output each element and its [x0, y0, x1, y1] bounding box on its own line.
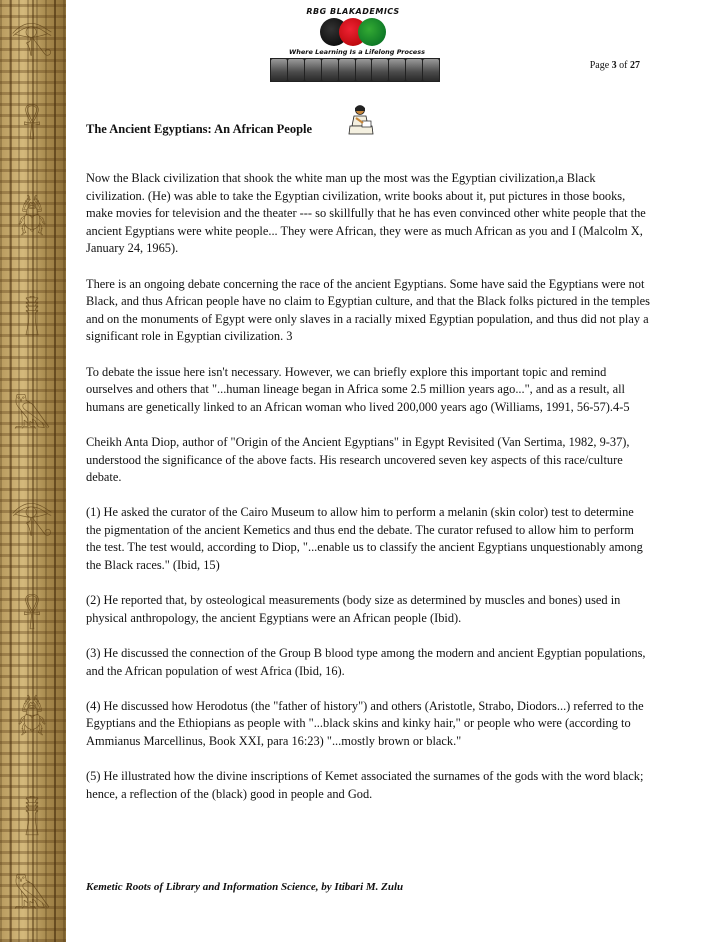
logo-tagline: Where Learning Is a Lifelong Process [289, 48, 425, 56]
page-total: 27 [630, 60, 640, 71]
paragraph: Cheikh Anta Diop, author of "Origin of the Ancient Egyptians" in Egypt Revisited (Van Sertima, 1982, 9-37), understood the significance of the above facts. His research uncovered seven key aspects of this race/culture debate. [86, 434, 630, 485]
page-footer: Kemetic Roots of Library and Information Science, by Itibari M. Zulu [86, 881, 404, 893]
logo-circles-icon [320, 18, 390, 48]
logo-title: RBG BLAKADEMICS [306, 7, 400, 16]
paragraph: (2) He reported that, by osteological measurements (body size as determined by muscles and bones) used in physical anthropology, the ancient Egyptians were an African people (Ibid). [86, 593, 621, 625]
paragraph: To debate the issue here isn't necessary. However, we can briefly explore this important topic and remind ourselves and others that "...human lineage began in Africa some 2.5 million years ago...", and as a result, all humans are genetically linked to an African woman who lived 200,000 years ago (Williams, 1991, 56-57).4-5 [86, 364, 630, 414]
page-label: Page [589, 60, 610, 71]
rbg-blakademics-logo [270, 4, 440, 82]
paragraph: (3) He discussed the connection of the Group B blood type among the modern and ancient Egyptian populations, and the African population of west Africa (Ibid, 16). [86, 646, 646, 678]
page-current: 3 [611, 60, 617, 71]
paragraph: (5) He illustrated how the divine inscriptions of Kemet associated the surnames of the gods with the word black; hence, a reflection of the (black) good in people and God. [86, 769, 644, 801]
page-title: The Ancient Egyptians: An African People [86, 122, 313, 136]
seated-scribe-icon [346, 104, 376, 138]
page-of: of [619, 60, 628, 71]
hieroglyph-border-image: 𓂀 𓋹 𓆣 𓊽 𓅓 𓂀 𓋹 𓆣 𓊽 𓅓 [0, 0, 66, 942]
paragraph: There is an ongoing debate concerning the race of the ancient Egyptians. Some have said the Egyptians were not Black, and thus African people have no claim to Egyptian culture, and that the Black folks pictured in the temples and on the monuments of Egypt were only slaves in a racially mixed Egyptian population, and thus did not play a significant role in Egyptian civilization. 3 [86, 276, 650, 344]
document-body [86, 170, 652, 821]
paragraph: (1) He asked the curator of the Cairo Museum to allow him to perform a melanin (skin color) test to determine the pigmentation of the ancient Kemetics and thus end the debate. The curator refused to allow him to perform the test. The test would, according to Diop, "...enable us to classify the ancient Egyptians unquestionably among the Black races." (Ibid, 15) [86, 505, 643, 573]
page-number [590, 60, 640, 71]
paragraph: (4) He discussed how Herodotus (the "father of history") and others (Aristotle, Strabo, Diodors...) referred to the Egyptians and the Ethiopians as people with "...black skins and kinky hair," or people who were (according to Ammianus Marcellinus, Book XXI, para 16:23) "...mostly brown or black." [86, 698, 644, 748]
paragraph: Now the Black civilization that shook the white man up the most was the Egyptian civilization,a Black civilization. (He) was able to take the Egyptian civilization, write books about it, put pictures in those books, make movies for television and the theater --- so skillfully that he has even convinced other white people that the ancient Egyptians were white people... They were African, they were as much African as you and I (Malcolm X, January 24, 1965). [86, 171, 646, 256]
portrait-strip-image [270, 58, 440, 82]
